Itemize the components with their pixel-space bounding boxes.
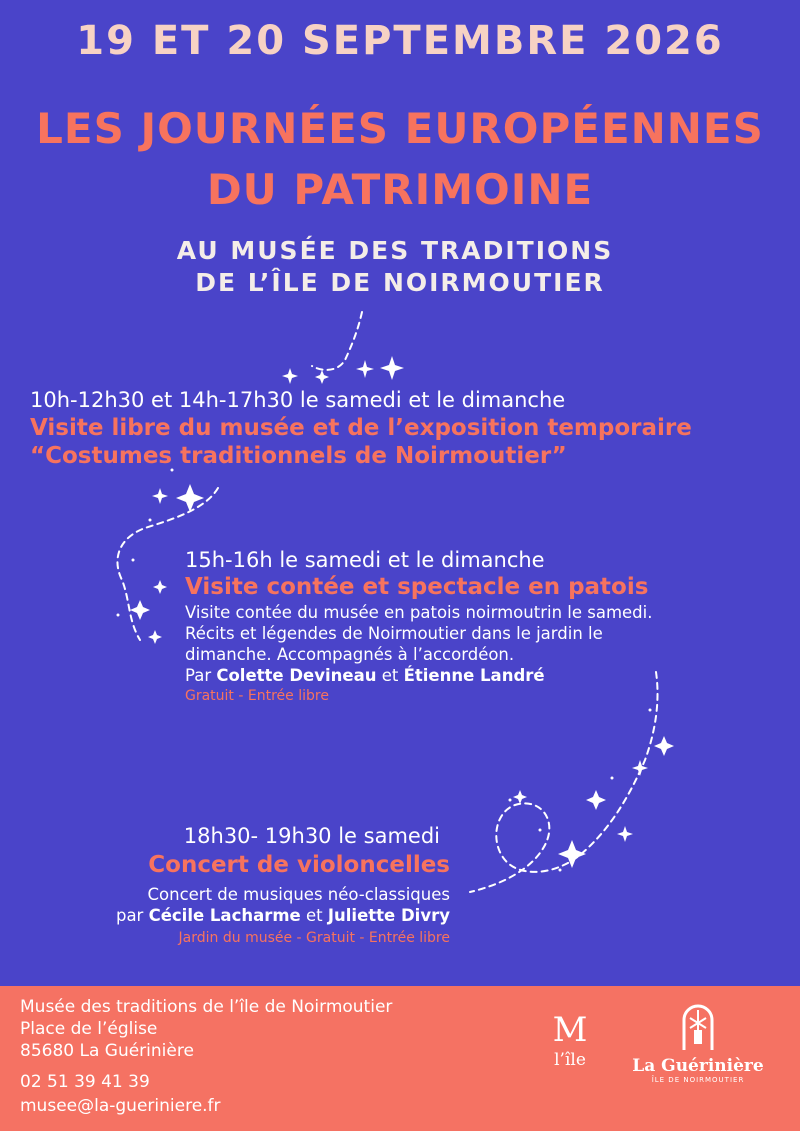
event-3-time: 18h30- 19h30 le samedi bbox=[183, 824, 440, 848]
event-3-performers bbox=[60, 905, 450, 926]
email-link[interactable]: musee@la-gueriniere.fr bbox=[20, 1096, 221, 1116]
star-icon bbox=[356, 360, 374, 378]
event-3-desc-line1: Concert de musiques néo-classiques bbox=[147, 885, 450, 904]
event-2-by-prefix: Par bbox=[185, 666, 212, 685]
sparkle-dot-icon bbox=[149, 519, 152, 522]
subtitle-line1: AU MUSÉE DES TRADITIONS bbox=[176, 236, 614, 265]
event-2-performer-1: Colette Devineau bbox=[216, 666, 377, 685]
star-icon bbox=[176, 484, 204, 512]
star-icon bbox=[315, 370, 329, 384]
event-date: 19 ET 20 SEPTEMBRE 2026 bbox=[76, 18, 724, 64]
museum-logo-letter: M bbox=[552, 1010, 588, 1050]
windmill-emblem-icon bbox=[676, 1004, 720, 1052]
event-2-note: Gratuit - Entrée libre bbox=[185, 688, 329, 704]
museum-logo-text: l’île bbox=[554, 1050, 586, 1070]
event-3-note: Jardin du musée - Gratuit - Entrée libre bbox=[178, 930, 450, 946]
star-icon bbox=[586, 790, 606, 810]
trail-lower bbox=[470, 672, 658, 892]
town-logo-sub: ÎLE DE NOIRMOUTIER bbox=[651, 1076, 745, 1084]
star-icon bbox=[513, 790, 527, 804]
sparkle-dot-icon bbox=[559, 869, 562, 872]
sparkle-dot-icon bbox=[509, 799, 512, 802]
event-2-performers bbox=[185, 665, 653, 686]
star-icon bbox=[380, 356, 404, 380]
town-logo-name: La Guérinière bbox=[632, 1056, 764, 1076]
subtitle-line2: DE L’ÎLE DE NOIRMOUTIER bbox=[195, 268, 605, 297]
address-line1: Musée des traditions de l’île de Noirmoutier bbox=[20, 997, 393, 1017]
museum-logo bbox=[540, 1010, 600, 1070]
trail-top bbox=[312, 312, 362, 370]
main-title-line1: LES JOURNÉES EUROPÉENNES bbox=[36, 104, 764, 153]
town-logo bbox=[628, 1004, 768, 1084]
address-line2: Place de l’église bbox=[20, 1019, 158, 1039]
sparkle-dot-icon bbox=[117, 614, 120, 617]
event-2-title: Visite contée et spectacle en patois bbox=[185, 574, 649, 600]
star-icon bbox=[148, 630, 162, 644]
footer bbox=[0, 986, 800, 1131]
event-1 bbox=[30, 388, 692, 469]
event-1-title-line1: Visite libre du musée et de l’exposition temporaire bbox=[30, 415, 692, 441]
address-line3: 85680 La Guérinière bbox=[20, 1041, 194, 1061]
event-2-desc-line3: dimanche. Accompagnés à l’accordéon. bbox=[185, 645, 515, 664]
event-3-by-prefix: par bbox=[115, 906, 144, 925]
event-2-desc-line1: Visite contée du musée en patois noirmoutrin le samedi. bbox=[185, 603, 653, 622]
footer-address bbox=[20, 996, 392, 1118]
sparkle-dot-icon bbox=[132, 559, 135, 562]
star-icon bbox=[632, 760, 648, 776]
event-3 bbox=[60, 824, 450, 946]
phone-number[interactable]: 02 51 39 41 39 bbox=[20, 1072, 150, 1092]
event-2-time: 15h-16h le samedi et le dimanche bbox=[185, 548, 545, 572]
event-2-and: et bbox=[381, 666, 399, 685]
star-icon bbox=[130, 600, 150, 620]
star-icon bbox=[152, 488, 168, 504]
star-icon bbox=[558, 840, 586, 868]
event-1-title-line2: “Costumes traditionnels de Noirmoutier” bbox=[30, 443, 567, 469]
star-icon bbox=[654, 736, 674, 756]
sparkle-dot-icon bbox=[611, 777, 614, 780]
main-title-line2: DU PATRIMOINE bbox=[206, 165, 594, 214]
event-3-title: Concert de violoncelles bbox=[148, 852, 450, 878]
event-2 bbox=[185, 548, 653, 704]
star-icon bbox=[153, 580, 167, 594]
star-icon bbox=[617, 826, 633, 842]
event-2-desc-line2: Récits et légendes de Noirmoutier dans le jardin le bbox=[185, 624, 603, 643]
event-3-performer-2: Juliette Divry bbox=[327, 906, 450, 925]
star-icon bbox=[282, 368, 298, 384]
event-3-and: et bbox=[306, 906, 323, 925]
event-1-time: 10h-12h30 et 14h-17h30 le samedi et le dimanche bbox=[30, 388, 566, 412]
sparkle-dot-icon bbox=[539, 829, 542, 832]
sparkle-dot-icon bbox=[649, 709, 652, 712]
event-2-performer-2: Étienne Landré bbox=[403, 666, 545, 685]
event-3-performer-1: Cécile Lacharme bbox=[148, 906, 301, 925]
